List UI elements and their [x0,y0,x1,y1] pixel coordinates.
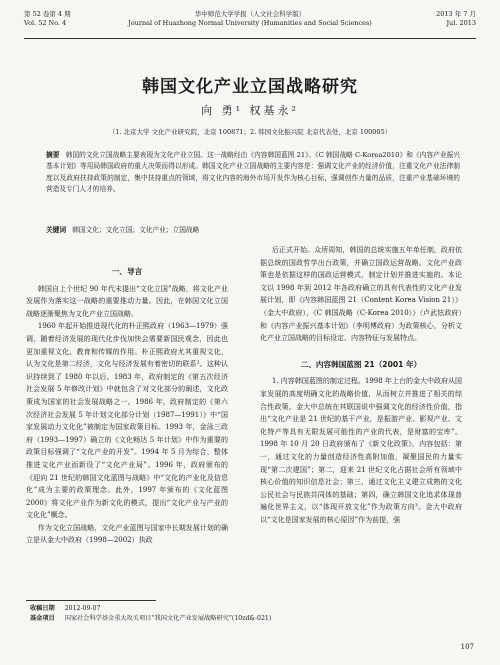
abstract-label: 摘要 [46,151,60,159]
received-value: 2012-09-07 [64,605,101,612]
journal-title-cn: 华中师范大学学报（人文社会科学版） [194,10,306,18]
author-line: 向 勇¹ 权基永² [201,104,299,117]
footnote-rule [26,600,156,601]
header-volume-cn: 第 52 卷第 4 期 [24,10,71,18]
section-heading-intro: 一、导言 [111,267,143,276]
left-column [26,244,228,547]
footnotes [30,604,460,624]
journal-title-en: Journal of Huazhong Normal University (Humanities and Social Sciences) [128,19,372,27]
keywords [46,224,460,234]
keywords-label: 关键词 [46,226,67,234]
received-label: 收稿日期 [30,605,55,612]
fund-value: 国家社会科学基金重大攻关项目“我国文化产业发展战略研究”(10zd&-021) [64,615,272,622]
header-right [436,10,476,28]
header-volume-en: Vol. 52 No. 4 [24,19,67,27]
paragraph: 作为文化立国战略，文化产业蓝图与国家中长期发展计划的确立是从金大中政府（1998—2002）执政 [26,523,228,545]
received-date [30,604,460,614]
fund-info [30,614,460,624]
affiliation: （1. 北京大学 文化产业研究院，北京 100871；2. 韩国文化振兴院 北京代表处，北京 100005） [108,128,392,136]
page-number: 107 [460,643,474,651]
paragraph: 韩国自上个世纪 90 年代末提出“文化立国”战略，将文化产业发展作为落实这一战略的重要推动力量。因此，在韩国文化立国战略逐渐聚焦为文化产业立国战略。 [26,284,228,318]
paragraph: 1. 内容韩国蓝图的制定过程。1998 年上台的金大中政府从国家发展的高度明确文化的战略价值，从而树立并推进了相关的综合性政策。金大中总统在其联国说中强调文化的经济性价值，指出“文化产业是 21 世纪的基干产业，是振游产业、影视产业、文化特产等具有无限发展可能性的产业的代表，是财富的宝库”。1998 年 10 月 20 日政府颁布了《新文化政策》，内容包括：第一，通过文化的力量创造经济性高附加值，凝聚国民的力量实现“第二次建国”；第二，迎来 21 世纪文化占据社会所有领域中核心价值的知识信息社会；第三，通过文化主义建立成熟的文化公民社会与民族共同体的基础；第四，确立韩国文化追求体现普遍化世界主义，以“体现开放文化”作为政策方向³。金大中政府以“文化是国家发展的核心原因”作为前提，强 [260,377,462,524]
abstract [46,150,460,196]
fund-label: 基金项目 [30,615,55,622]
header-center [24,10,476,28]
header-date-cn: 2013 年 7 月 [436,10,476,18]
right-column [260,244,462,526]
keywords-text: 韩国文化；文化立国；文化产业；立国战略 [72,226,200,234]
article-title: 韩国文化产业立国战略研究 [142,77,358,97]
paragraph: 后正式开始。众所周知，韩国的总统实施五年单任制，政府依据总统的国政哲学出台政策，并确立国政运营战略。文化产业政策也是依据这样的国政运营模式，制定计划并推进实施的。本论文以 1998 年到 2012 年各政府确立的具有代表性的文化产业发展计划，即《内容韩国蓝图 21（Content Korea Vision 21）》（金大中政府），《C 韩国战略（C-Korea 2010）》（卢武铉政府）和《内容产业振兴基本计划》（李明博政府）为政策核心，分析文化产业立国战略的目标设定、内容特征与发展特点。 [260,246,462,343]
paragraph: 1960 年起开始推进现代化的朴正熙政府（1963—1979）强调，随着经济发展的现代化步伐加快会需要新国民观念，因此也更加重视文化、教育和传媒的作用。朴正熙政府尤其重视文化，认为文化是第二经济，文化与经济发展有着密切的联系²。这种认识持续到了 1980 年以后。1983 年，政府制定的《第五次经济社会发展 5 年修改计划》中就包含了对文化部分的阐述，文化政策成为国家的社会发展战略之一。1986 年，政府制定的《第六次经济社会发展 5 年计划文化部分计划（1987—1991）》中“国家发展动力文化化”被制定为国家政策目标。1993 年，金泳三政府（1993—1997）确立的《文化畅达 5 年计划》中作为重要的政策目标强调了“文化产业的开发”。1994 年 5 月为综合、整体推进文化产业而新设了“文化产业局”。1996 年，政府颁布的《迎向 21 世纪的韩国文化蓝图与战略》中“文化的产业化及信息化”成为主要的政策理念。此外，1997 年颁布的《文化蓝图 2000》将文化产业作为新文化的模式，提出“文化产业与产业的文化化”概念。 [26,322,228,520]
header-date-en: Jul. 2013 [446,19,476,27]
section-heading-content-korea: 二、内容韩国蓝图 21（2001 年） [300,359,422,369]
abstract-text: 韩国的文化立国战略主要表现为文化产业立国。这一战略经由《内容韩国蓝图 21》、《C 韩国战略 C-Korea2010》和《内容产业振兴基本计划》等用局韩国政府的重大决策而得以形成。韩国文化产业立国战略的主要内容是：强调文化产业的经济价值，注重文化产业法律制度以及政府扶持政策的制定，集中扶持重点的领域，将文化内容的海外市场开发作为核心目标，强调创作力量的品质，注重产业基础环境的营造及专门人才的培养。 [46,151,460,194]
running-header [24,10,476,40]
header-rule [24,38,476,39]
